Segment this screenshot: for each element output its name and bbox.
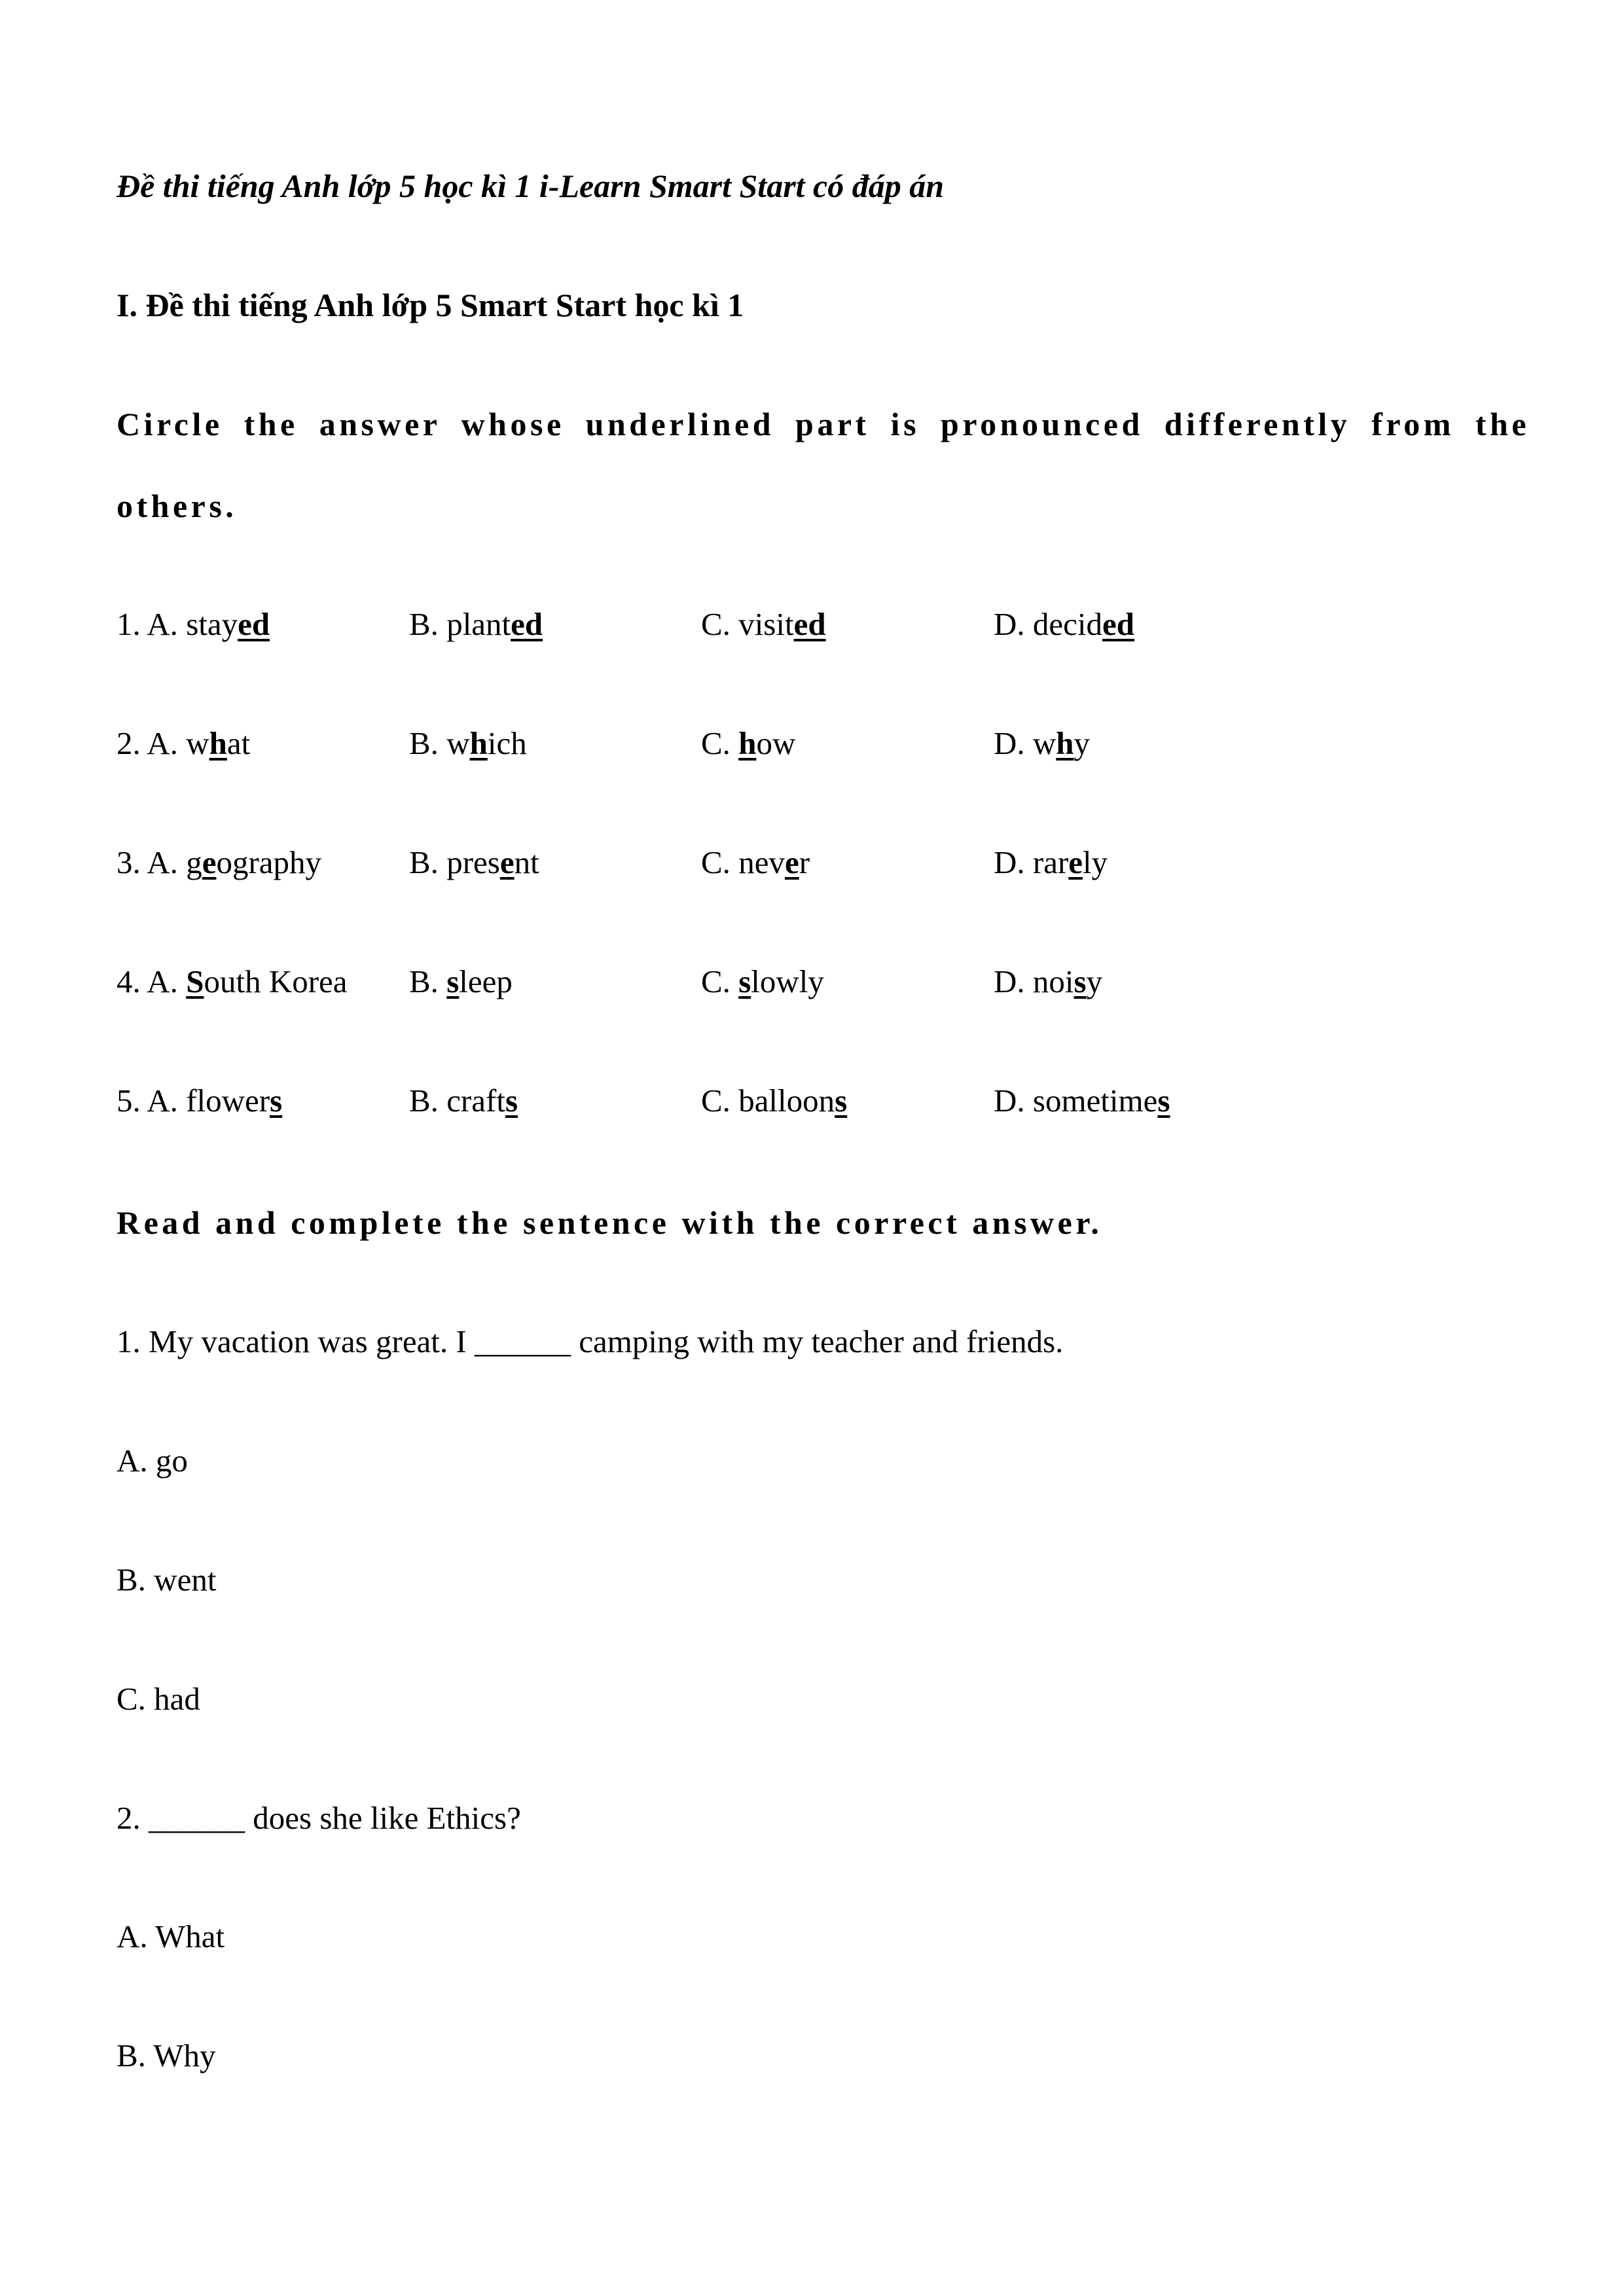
question-2-option-b: B. Why — [117, 2037, 216, 2073]
pronunciation-question-4 — [0, 963, 1624, 1002]
underlined-part: ed — [793, 606, 826, 642]
underlined-part: s — [446, 963, 460, 999]
option-a: 1. A. stayed — [117, 606, 270, 642]
option-a: 3. A. geography — [117, 844, 322, 880]
underlined-part: h — [1056, 725, 1074, 761]
option-a: 2. A. what — [117, 725, 251, 761]
pronunciation-question-3 — [0, 844, 1624, 883]
completion-question-2: 2. ______ does she like Ethics? — [117, 1800, 521, 1836]
underlined-part: ed — [1102, 606, 1135, 642]
option-d: D. noisy — [994, 963, 1103, 999]
underlined-part: s — [835, 1083, 848, 1119]
part1-instruction-line2: others. — [117, 488, 238, 524]
underlined-part: s — [1074, 963, 1087, 999]
option-a: 5. A. flowers — [117, 1083, 283, 1119]
document-title: Đề thi tiếng Anh lớp 5 học kì 1 i-Learn Smart Start có đáp án — [117, 168, 945, 204]
option-c: C. how — [701, 725, 796, 761]
option-b: B. present — [409, 844, 539, 880]
part2-instruction: Read and complete the sentence with the correct answer. — [117, 1204, 1103, 1241]
completion-question-1: 1. My vacation was great. I ______ camping with my teacher and friends. — [117, 1323, 1064, 1359]
underlined-part: S — [186, 963, 204, 999]
question-2-option-a: A. What — [117, 1918, 225, 1954]
option-b: B. sleep — [409, 963, 513, 999]
option-b: B. crafts — [409, 1083, 518, 1119]
option-c: C. never — [701, 844, 810, 880]
option-c: C. balloons — [701, 1083, 848, 1119]
underlined-part: s — [270, 1083, 283, 1119]
option-d: D. sometimes — [994, 1083, 1170, 1119]
underlined-part: ed — [238, 606, 270, 642]
underlined-part: ed — [511, 606, 543, 642]
question-1-option-c: C. had — [117, 1681, 200, 1717]
underlined-part: s — [738, 963, 751, 999]
underlined-part: h — [738, 725, 757, 761]
option-d: D. why — [994, 725, 1091, 761]
question-1-option-b: B. went — [117, 1562, 217, 1598]
option-c: C. visited — [701, 606, 826, 642]
option-d: D. decided — [994, 606, 1135, 642]
part1-instruction-line1: Circle the answer whose underlined part is pronounced differently from the — [117, 406, 1530, 442]
underlined-part: s — [505, 1083, 518, 1119]
pronunciation-question-5 — [0, 1082, 1624, 1121]
option-c: C. slowly — [701, 963, 824, 999]
option-d: D. rarely — [994, 844, 1108, 880]
section-heading: I. Đề thi tiếng Anh lớp 5 Smart Start học kì 1 — [117, 287, 744, 323]
pronunciation-question-1 — [0, 605, 1624, 645]
option-a: 4. A. South Korea — [117, 963, 348, 999]
underlined-part: e — [784, 844, 799, 880]
underlined-part: s — [1157, 1083, 1170, 1119]
underlined-part: e — [1068, 844, 1083, 880]
underlined-part: e — [499, 844, 514, 880]
underlined-part: e — [202, 844, 217, 880]
underlined-part: h — [469, 725, 488, 761]
pronunciation-question-2 — [0, 725, 1624, 764]
option-b: B. which — [409, 725, 527, 761]
option-b: B. planted — [409, 606, 543, 642]
question-1-option-a: A. go — [117, 1443, 188, 1479]
underlined-part: h — [209, 725, 227, 761]
